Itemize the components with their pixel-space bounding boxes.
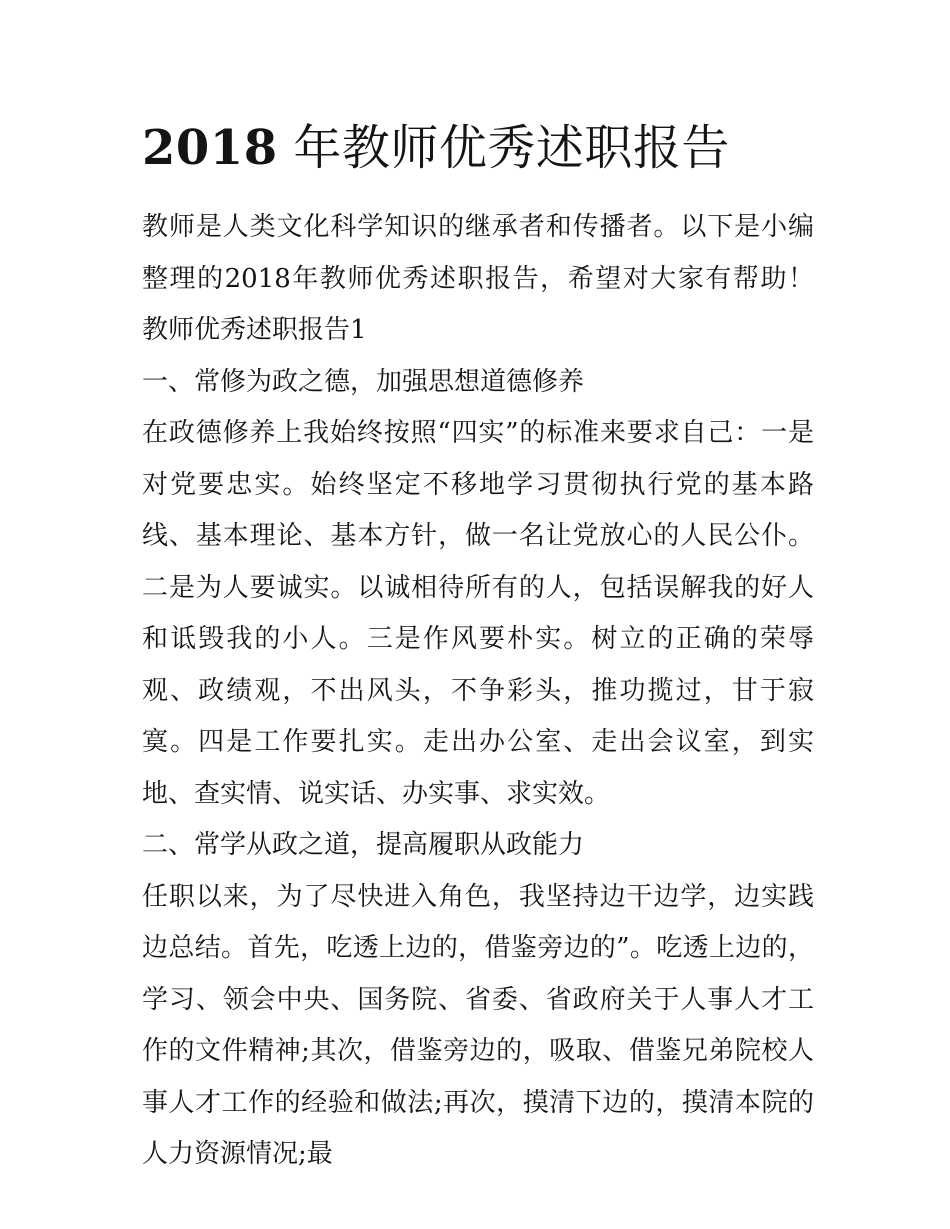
intro-paragraph: 教师是人类文化科学知识的继承者和传播者。以下是小编整理的2018年教师优秀述职报告，希望对大家有帮助！ 教师优秀述职报告1	[142, 212, 814, 345]
document-title	[142, 112, 814, 184]
title-year: 2018	[142, 120, 278, 176]
section-heading-1: 一、常修为政之德，加强思想道德修养	[142, 366, 585, 397]
section-heading-2: 二、常学从政之道，提高履职从政能力	[142, 830, 585, 860]
title-text: 年教师优秀述职报告	[277, 120, 730, 176]
section-paragraph-2: 任职以来，为了尽快进入角色，我坚持边干边学，边实践边总结。首先，吃透上边的，借鉴旁边的”。吃透上边的，学习、领会中央、国务院、省委、省政府关于人事人才工作的文件精神;其次，借鉴旁边的，吸取、借鉴兄弟院校人事人才工作的经验和做法;再次，摸清下边的，摸清本院的人力资源情况;最	[142, 881, 814, 1169]
document-body	[142, 112, 814, 1181]
section-paragraph-1: 在政德修养上我始终按照“四实”的标准来要求自己：一是对党要忠实。始终坚定不移地学习贯彻执行党的基本路线、基本理论、基本方针，做一名让党放心的人民公仆。二是为人要诚实。以诚相待所有的人，包括误解我的好人和诋毁我的小人。三是作风要朴实。树立的正确的荣辱观、政绩观，不出风头，不争彩头，推功揽过，甘于寂寞。四是工作要扎实。走出办公室、走出会议室，到实地、查实情、说实话、办实事、求实效。	[142, 418, 814, 809]
